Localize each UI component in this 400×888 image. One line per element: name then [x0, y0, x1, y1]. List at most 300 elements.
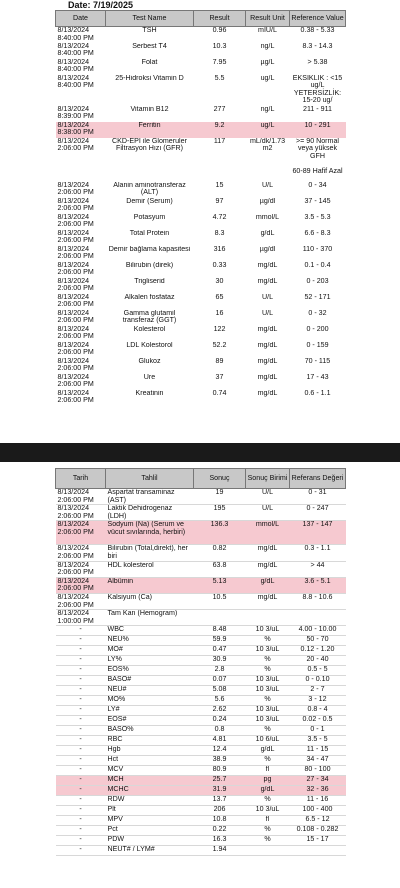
cell-result: 10.8 — [194, 816, 246, 826]
table-row — [56, 846, 346, 856]
cell-test-name: Alkalen fosfataz — [124, 293, 175, 301]
cell-date: 8/13/2024 8:40:00 PM — [57, 58, 94, 74]
cell-date: 8/13/2024 2:06:00 PM — [56, 521, 106, 545]
cell-result: 63.8 — [194, 561, 246, 577]
cell-test-name: CKD-EPI ile Glomeruler Filtrasyon Hızı (GFR) — [112, 137, 187, 153]
table-row — [56, 636, 346, 646]
cell-reference: 0 - 32 — [308, 309, 327, 317]
cell-date: 8/13/2024 8:40:00 PM — [57, 26, 94, 42]
cell-reference: EKSİKLİK : <15 ug/L YETERSİZLİK: 15-20 ug/ — [292, 74, 343, 105]
cell-reference: 0 - 1 — [290, 726, 346, 736]
report-date: Date: 7/19/2025 — [68, 0, 134, 10]
col-header-result: Sonuç — [194, 469, 246, 489]
cell-test-name: MCV — [106, 766, 194, 776]
cell-date: 8/13/2024 2:06:00 PM — [57, 181, 94, 197]
cell-test-name: RBC — [106, 736, 194, 746]
cell-unit: mg/dL — [246, 545, 290, 561]
cell-reference: 0.108 - 0.282 — [290, 826, 346, 836]
cell-reference: > 5.38 — [307, 58, 328, 66]
cell-reference: 4.00 - 10.00 — [290, 626, 346, 636]
cell-date: - — [56, 706, 106, 716]
cell-reference — [290, 846, 346, 856]
cell-unit: ng/L — [260, 42, 275, 50]
cell-reference: 34 - 47 — [290, 756, 346, 766]
cell-date: - — [56, 826, 106, 836]
cell-reference: 0.8 - 4 — [290, 706, 346, 716]
cell-unit: mL/dk/1.73 m2 — [249, 137, 286, 153]
cell-date: - — [56, 786, 106, 796]
results-table-1 — [55, 10, 346, 406]
cell-test-name: LDL Kolestorol — [126, 341, 173, 349]
cell-unit: U/L — [261, 309, 274, 317]
cell-test-name: Trigliserid — [134, 277, 165, 285]
cell-result: 30.9 — [194, 656, 246, 666]
cell-date: 8/13/2024 1:00:00 PM — [56, 610, 106, 626]
table-header-row — [56, 11, 346, 27]
cell-result: 8.3 — [214, 229, 225, 237]
cell-unit: fl — [246, 766, 290, 776]
table-row — [56, 122, 346, 138]
cell-date: 8/13/2024 2:06:00 PM — [57, 325, 94, 341]
cell-date: 8/13/2024 2:06:00 PM — [57, 245, 94, 261]
table-row — [56, 716, 346, 726]
cell-date: - — [56, 676, 106, 686]
cell-reference: 211 - 911 — [303, 105, 332, 113]
cell-reference: 17 - 43 — [306, 373, 329, 381]
cell-test-name: Bilirubin (direk) — [125, 261, 174, 269]
table-row — [56, 358, 346, 374]
cell-result: 4.72 — [212, 213, 227, 221]
cell-unit: 10 3/uL — [246, 716, 290, 726]
cell-date: - — [56, 626, 106, 636]
cell-unit: 10 3/uL — [246, 626, 290, 636]
cell-result: 0.47 — [194, 646, 246, 656]
cell-unit: % — [246, 666, 290, 676]
cell-result: 0.82 — [194, 545, 246, 561]
col-header-unit: Result Unit — [246, 11, 290, 27]
cell-reference: 0 - 247 — [290, 505, 346, 521]
table-row — [56, 310, 346, 326]
cell-unit: mg/dL — [257, 341, 278, 349]
cell-reference: 0.5 - 5 — [290, 666, 346, 676]
table-row — [56, 686, 346, 696]
cell-reference: 100 - 400 — [290, 806, 346, 816]
cell-result: 97 — [215, 197, 224, 205]
col-header-reference: Referans Değeri — [290, 469, 346, 489]
cell-date: - — [56, 836, 106, 846]
cell-reference: 0 - 159 — [306, 341, 329, 349]
cell-date: 8/13/2024 2:06:00 PM — [57, 137, 94, 153]
table-row — [56, 374, 346, 390]
cell-result: 89 — [215, 357, 224, 365]
cell-result: 9.2 — [194, 122, 246, 138]
cell-test-name: BASO# — [106, 676, 194, 686]
cell-reference: 20 - 40 — [290, 656, 346, 666]
table-row — [56, 646, 346, 656]
cell-test-name: MO% — [106, 696, 194, 706]
cell-unit: g/dL — [260, 229, 275, 237]
cell-test-name: Tam Kan (Hemogram) — [106, 610, 194, 626]
cell-result: 136.3 — [194, 521, 246, 545]
cell-result: 59.9 — [194, 636, 246, 646]
table-row — [56, 75, 346, 106]
cell-unit: mIU/L — [258, 26, 277, 34]
cell-test-name: Potasyum — [133, 213, 166, 221]
cell-test-name: Kalsiyum (Ca) — [106, 593, 194, 609]
table-row — [56, 489, 346, 505]
cell-test-name: TSH — [142, 26, 157, 34]
cell-unit: % — [246, 796, 290, 806]
cell-date: - — [56, 726, 106, 736]
cell-date: - — [56, 816, 106, 826]
cell-result: 0.07 — [194, 676, 246, 686]
table-row — [56, 561, 346, 577]
cell-unit: 10 3/uL — [246, 676, 290, 686]
cell-test-name: Hct — [106, 756, 194, 766]
cell-reference: >= 90 Normal veya yüksek GFH 60-89 Hafif Azal — [292, 137, 343, 175]
cell-reference: 11 - 16 — [290, 796, 346, 806]
cell-date: 8/13/2024 2:06:00 PM — [56, 489, 106, 505]
cell-result: 0.24 — [194, 716, 246, 726]
cell-test-name: Alanin aminotransferaz (ALT) — [113, 181, 186, 197]
table-row — [56, 230, 346, 246]
cell-test-name: NEU% — [106, 636, 194, 646]
cell-result: 25.7 — [194, 776, 246, 786]
cell-reference: 110 - 370 — [302, 245, 333, 253]
cell-result: 38.9 — [194, 756, 246, 766]
cell-date: - — [56, 766, 106, 776]
cell-result: 31.9 — [194, 786, 246, 796]
cell-reference: 0 - 31 — [290, 489, 346, 505]
table-row — [56, 816, 346, 826]
cell-reference: 8.8 - 10.6 — [290, 593, 346, 609]
table-row — [56, 766, 346, 776]
cell-reference: 0.38 - 5.33 — [300, 26, 335, 34]
cell-unit: mmol/L — [246, 521, 290, 545]
cell-unit: mg/dL — [257, 389, 278, 397]
cell-date: 8/13/2024 2:06:00 PM — [56, 545, 106, 561]
cell-unit: mg/dL — [257, 261, 278, 269]
table-row — [56, 278, 346, 294]
cell-test-name: Gamma glutamil transferaz (GGT) — [122, 309, 177, 325]
cell-unit: fl — [246, 816, 290, 826]
cell-reference: 70 - 115 — [304, 357, 331, 365]
cell-unit: ng/L — [260, 105, 275, 113]
cell-reference: 52 - 171 — [304, 293, 331, 301]
cell-date: 8/13/2024 8:40:00 PM — [57, 42, 94, 58]
cell-test-name: Sodyum (Na) (Serum ve vücut sıvılarında, herbiri) — [106, 521, 194, 545]
cell-result: 65 — [215, 293, 224, 301]
cell-result: 0.33 — [212, 261, 227, 269]
cell-test-name: Glukoz — [138, 357, 161, 365]
cell-result: 7.95 — [212, 58, 227, 66]
cell-result: 12.4 — [194, 746, 246, 756]
cell-result: 16.3 — [194, 836, 246, 846]
cell-result: 10.5 — [194, 593, 246, 609]
cell-test-name: WBC — [106, 626, 194, 636]
cell-reference: 3.5 - 5 — [290, 736, 346, 746]
cell-reference: 6.6 - 8.3 — [304, 229, 331, 237]
table-row — [56, 756, 346, 766]
cell-test-name: Demir (Serum) — [126, 197, 173, 205]
cell-date: - — [56, 806, 106, 816]
table-row — [56, 593, 346, 609]
cell-test-name: MCH — [106, 776, 194, 786]
cell-unit: 10 3/uL — [246, 646, 290, 656]
cell-date: - — [56, 776, 106, 786]
table-row — [56, 736, 346, 746]
cell-reference: 32 - 36 — [290, 786, 346, 796]
cell-result: 5.08 — [194, 686, 246, 696]
cell-reference: 3 - 12 — [290, 696, 346, 706]
cell-reference: 6.5 - 12 — [290, 816, 346, 826]
cell-date: 8/13/2024 2:06:00 PM — [56, 561, 106, 577]
table-row — [56, 27, 346, 43]
cell-reference: 11 - 15 — [290, 746, 346, 756]
cell-unit: pg — [246, 776, 290, 786]
cell-reference: 8.3 - 14.3 — [302, 42, 333, 50]
cell-reference: > 44 — [290, 561, 346, 577]
cell-unit: U/L — [246, 489, 290, 505]
cell-date: 8/13/2024 2:06:00 PM — [57, 357, 94, 373]
cell-result: 4.81 — [194, 736, 246, 746]
table-row — [56, 214, 346, 230]
cell-result: 316 — [213, 245, 226, 253]
cell-unit: mg/dL — [257, 373, 278, 381]
cell-reference: 0.12 - 1.20 — [290, 646, 346, 656]
cell-test-name: HDL kolesterol — [106, 561, 194, 577]
table-row — [56, 796, 346, 806]
cell-date: - — [56, 666, 106, 676]
cell-result: 15 — [215, 181, 224, 189]
cell-reference: 0 - 200 — [306, 325, 329, 333]
cell-unit: mg/dL — [246, 593, 290, 609]
cell-unit: U/L — [246, 505, 290, 521]
cell-reference: 0 - 0.10 — [290, 676, 346, 686]
cell-test-name: MPV — [106, 816, 194, 826]
cell-reference: 0.6 - 1.1 — [304, 389, 331, 397]
table-row — [56, 390, 346, 406]
cell-result: 19 — [194, 489, 246, 505]
table-row — [56, 696, 346, 706]
cell-result: 0.8 — [194, 726, 246, 736]
cell-test-name: MO# — [106, 646, 194, 656]
cell-result: 52.2 — [212, 341, 227, 349]
cell-test-name: Pct — [106, 826, 194, 836]
cell-date: 8/13/2024 2:06:00 PM — [57, 389, 94, 405]
cell-unit — [246, 846, 290, 856]
cell-unit: % — [246, 726, 290, 736]
cell-unit: mg/dL — [246, 561, 290, 577]
cell-reference: 137 - 147 — [290, 521, 346, 545]
table-row — [56, 676, 346, 686]
cell-reference: 50 - 70 — [290, 636, 346, 646]
table-row — [56, 836, 346, 846]
cell-reference: 37 - 145 — [304, 197, 331, 205]
table-row — [56, 746, 346, 756]
table-row — [56, 626, 346, 636]
table-row — [56, 246, 346, 262]
table-header-row — [56, 469, 346, 489]
cell-date: 8/13/2024 2:06:00 PM — [56, 593, 106, 609]
cell-result: 80.9 — [194, 766, 246, 776]
cell-result: 117 — [213, 137, 226, 145]
cell-date: 8/13/2024 2:06:00 PM — [56, 505, 106, 521]
cell-test-name: EOS# — [106, 716, 194, 726]
cell-unit: 10 3/uL — [246, 706, 290, 716]
cell-test-name: LY# — [106, 706, 194, 716]
table-row — [56, 826, 346, 836]
cell-date: - — [56, 696, 106, 706]
cell-result: 30 — [215, 277, 224, 285]
cell-result: 1.94 — [194, 846, 246, 856]
col-header-date: Date — [56, 11, 106, 27]
cell-date: - — [56, 686, 106, 696]
cell-test-name: Bilirubin (Total,direkt), her biri — [106, 545, 194, 561]
cell-test-name: Laktik Dehidrogenaz (LDH) — [106, 505, 194, 521]
cell-date: - — [56, 846, 106, 856]
cell-reference: 10 - 291 — [290, 122, 346, 138]
table-row — [56, 706, 346, 716]
table-row — [56, 198, 346, 214]
cell-test-name: Aspartat transaminaz (AST) — [106, 489, 194, 505]
cell-date: 8/13/2024 2:06:00 PM — [57, 277, 94, 293]
cell-result: 13.7 — [194, 796, 246, 806]
cell-reference: 0 - 203 — [306, 277, 329, 285]
cell-test-name: Demir bağlama kapasitesi — [108, 245, 191, 253]
cell-unit: 10 6/uL — [246, 736, 290, 746]
cell-test-name: NEUT# / LYM# — [106, 846, 194, 856]
cell-date: 8/13/2024 2:06:00 PM — [57, 309, 94, 325]
table-row — [56, 521, 346, 545]
col-header-unit: Sonuç Birimi — [246, 469, 290, 489]
cell-result: 0.96 — [212, 26, 227, 34]
cell-date: - — [56, 656, 106, 666]
cell-test-name: LY% — [106, 656, 194, 666]
cell-result: 2.8 — [194, 666, 246, 676]
col-header-test-name: Tahlil — [106, 469, 194, 489]
cell-unit: % — [246, 756, 290, 766]
cell-unit: % — [246, 836, 290, 846]
cell-test-name: RDW — [106, 796, 194, 806]
cell-unit: g/dL — [246, 746, 290, 756]
cell-result: 122 — [213, 325, 226, 333]
cell-date: 8/13/2024 2:06:00 PM — [57, 213, 94, 229]
cell-test-name: BASO% — [106, 726, 194, 736]
cell-date: 8/13/2024 2:06:00 PM — [57, 197, 94, 213]
table-row — [56, 294, 346, 310]
report-page-2 — [0, 462, 400, 888]
cell-reference: 2 - 7 — [290, 686, 346, 696]
table-row — [56, 342, 346, 358]
cell-unit: µg/dl — [259, 245, 276, 253]
cell-date: 8/13/2024 2:06:00 PM — [57, 373, 94, 389]
table-row — [56, 138, 346, 182]
cell-reference: 0.02 - 0.5 — [290, 716, 346, 726]
cell-unit: U/L — [261, 181, 274, 189]
cell-reference: 80 - 100 — [290, 766, 346, 776]
table-row — [56, 106, 346, 122]
cell-date: 8/13/2024 2:06:00 PM — [57, 229, 94, 245]
cell-unit: mmol/L — [255, 213, 280, 221]
cell-test-name: Vitamin B12 — [130, 105, 169, 113]
cell-date: 8/13/2024 2:06:00 PM — [57, 293, 94, 309]
cell-unit — [246, 610, 290, 626]
cell-unit: µg/dl — [259, 197, 276, 205]
col-header-result: Result — [194, 11, 246, 27]
cell-unit: % — [246, 656, 290, 666]
col-header-reference: Reference Value — [290, 11, 346, 27]
cell-reference: 0.3 - 1.1 — [290, 545, 346, 561]
cell-result: 16 — [215, 309, 224, 317]
cell-test-name: Kolesterol — [133, 325, 166, 333]
cell-result: 2.62 — [194, 706, 246, 716]
col-header-test-name: Test Name — [106, 11, 194, 27]
cell-date: - — [56, 716, 106, 726]
cell-result — [194, 610, 246, 626]
cell-reference: 27 - 34 — [290, 776, 346, 786]
cell-unit: 10 3/uL — [246, 686, 290, 696]
cell-unit: ug/L — [246, 122, 290, 138]
cell-result: 5.5 — [214, 74, 225, 82]
cell-test-name: Serbest T4 — [132, 42, 167, 50]
table-row — [56, 786, 346, 796]
cell-test-name: Hgb — [106, 746, 194, 756]
cell-test-name: PDW — [106, 836, 194, 846]
cell-date: - — [56, 736, 106, 746]
cell-date: - — [56, 796, 106, 806]
cell-test-name: Total Protein — [129, 229, 170, 237]
cell-test-name: EOS% — [106, 666, 194, 676]
cell-result: 206 — [194, 806, 246, 816]
cell-unit: U/L — [261, 293, 274, 301]
cell-unit: g/dL — [246, 577, 290, 593]
cell-date: 8/13/2024 2:06:00 PM — [56, 577, 106, 593]
cell-test-name: Üre — [143, 373, 156, 381]
report-page-1 — [0, 0, 400, 443]
cell-test-name: MCHC — [106, 786, 194, 796]
cell-date: 8/13/2024 8:39:00 PM — [57, 105, 94, 121]
table-row — [56, 505, 346, 521]
cell-unit: µg/L — [260, 58, 275, 66]
table-row — [56, 262, 346, 278]
table-row — [56, 577, 346, 593]
cell-result: 37 — [215, 373, 224, 381]
cell-reference: 0.1 - 0.4 — [304, 261, 331, 269]
table-row — [56, 776, 346, 786]
cell-reference: 15 - 17 — [290, 836, 346, 846]
cell-unit: % — [246, 826, 290, 836]
cell-unit: mg/dL — [257, 357, 278, 365]
table-row — [56, 43, 346, 59]
cell-result: 8.48 — [194, 626, 246, 636]
cell-test-name: Kreatinin — [135, 389, 164, 397]
table-row — [56, 666, 346, 676]
table-row — [56, 59, 346, 75]
cell-test-name: 25-Hidroksi Vitamin D — [115, 74, 184, 82]
table-row — [56, 806, 346, 816]
cell-date: - — [56, 756, 106, 766]
cell-unit: mg/dL — [257, 277, 278, 285]
cell-test-name: Folat — [141, 58, 158, 66]
cell-test-name: NEU# — [106, 686, 194, 696]
cell-date: 8/13/2024 2:06:00 PM — [57, 341, 94, 357]
cell-date: 8/13/2024 8:40:00 PM — [57, 74, 94, 90]
cell-reference: 3.5 - 5.3 — [304, 213, 331, 221]
cell-result: 5.6 — [194, 696, 246, 706]
cell-result: 0.74 — [212, 389, 227, 397]
cell-unit: % — [246, 636, 290, 646]
